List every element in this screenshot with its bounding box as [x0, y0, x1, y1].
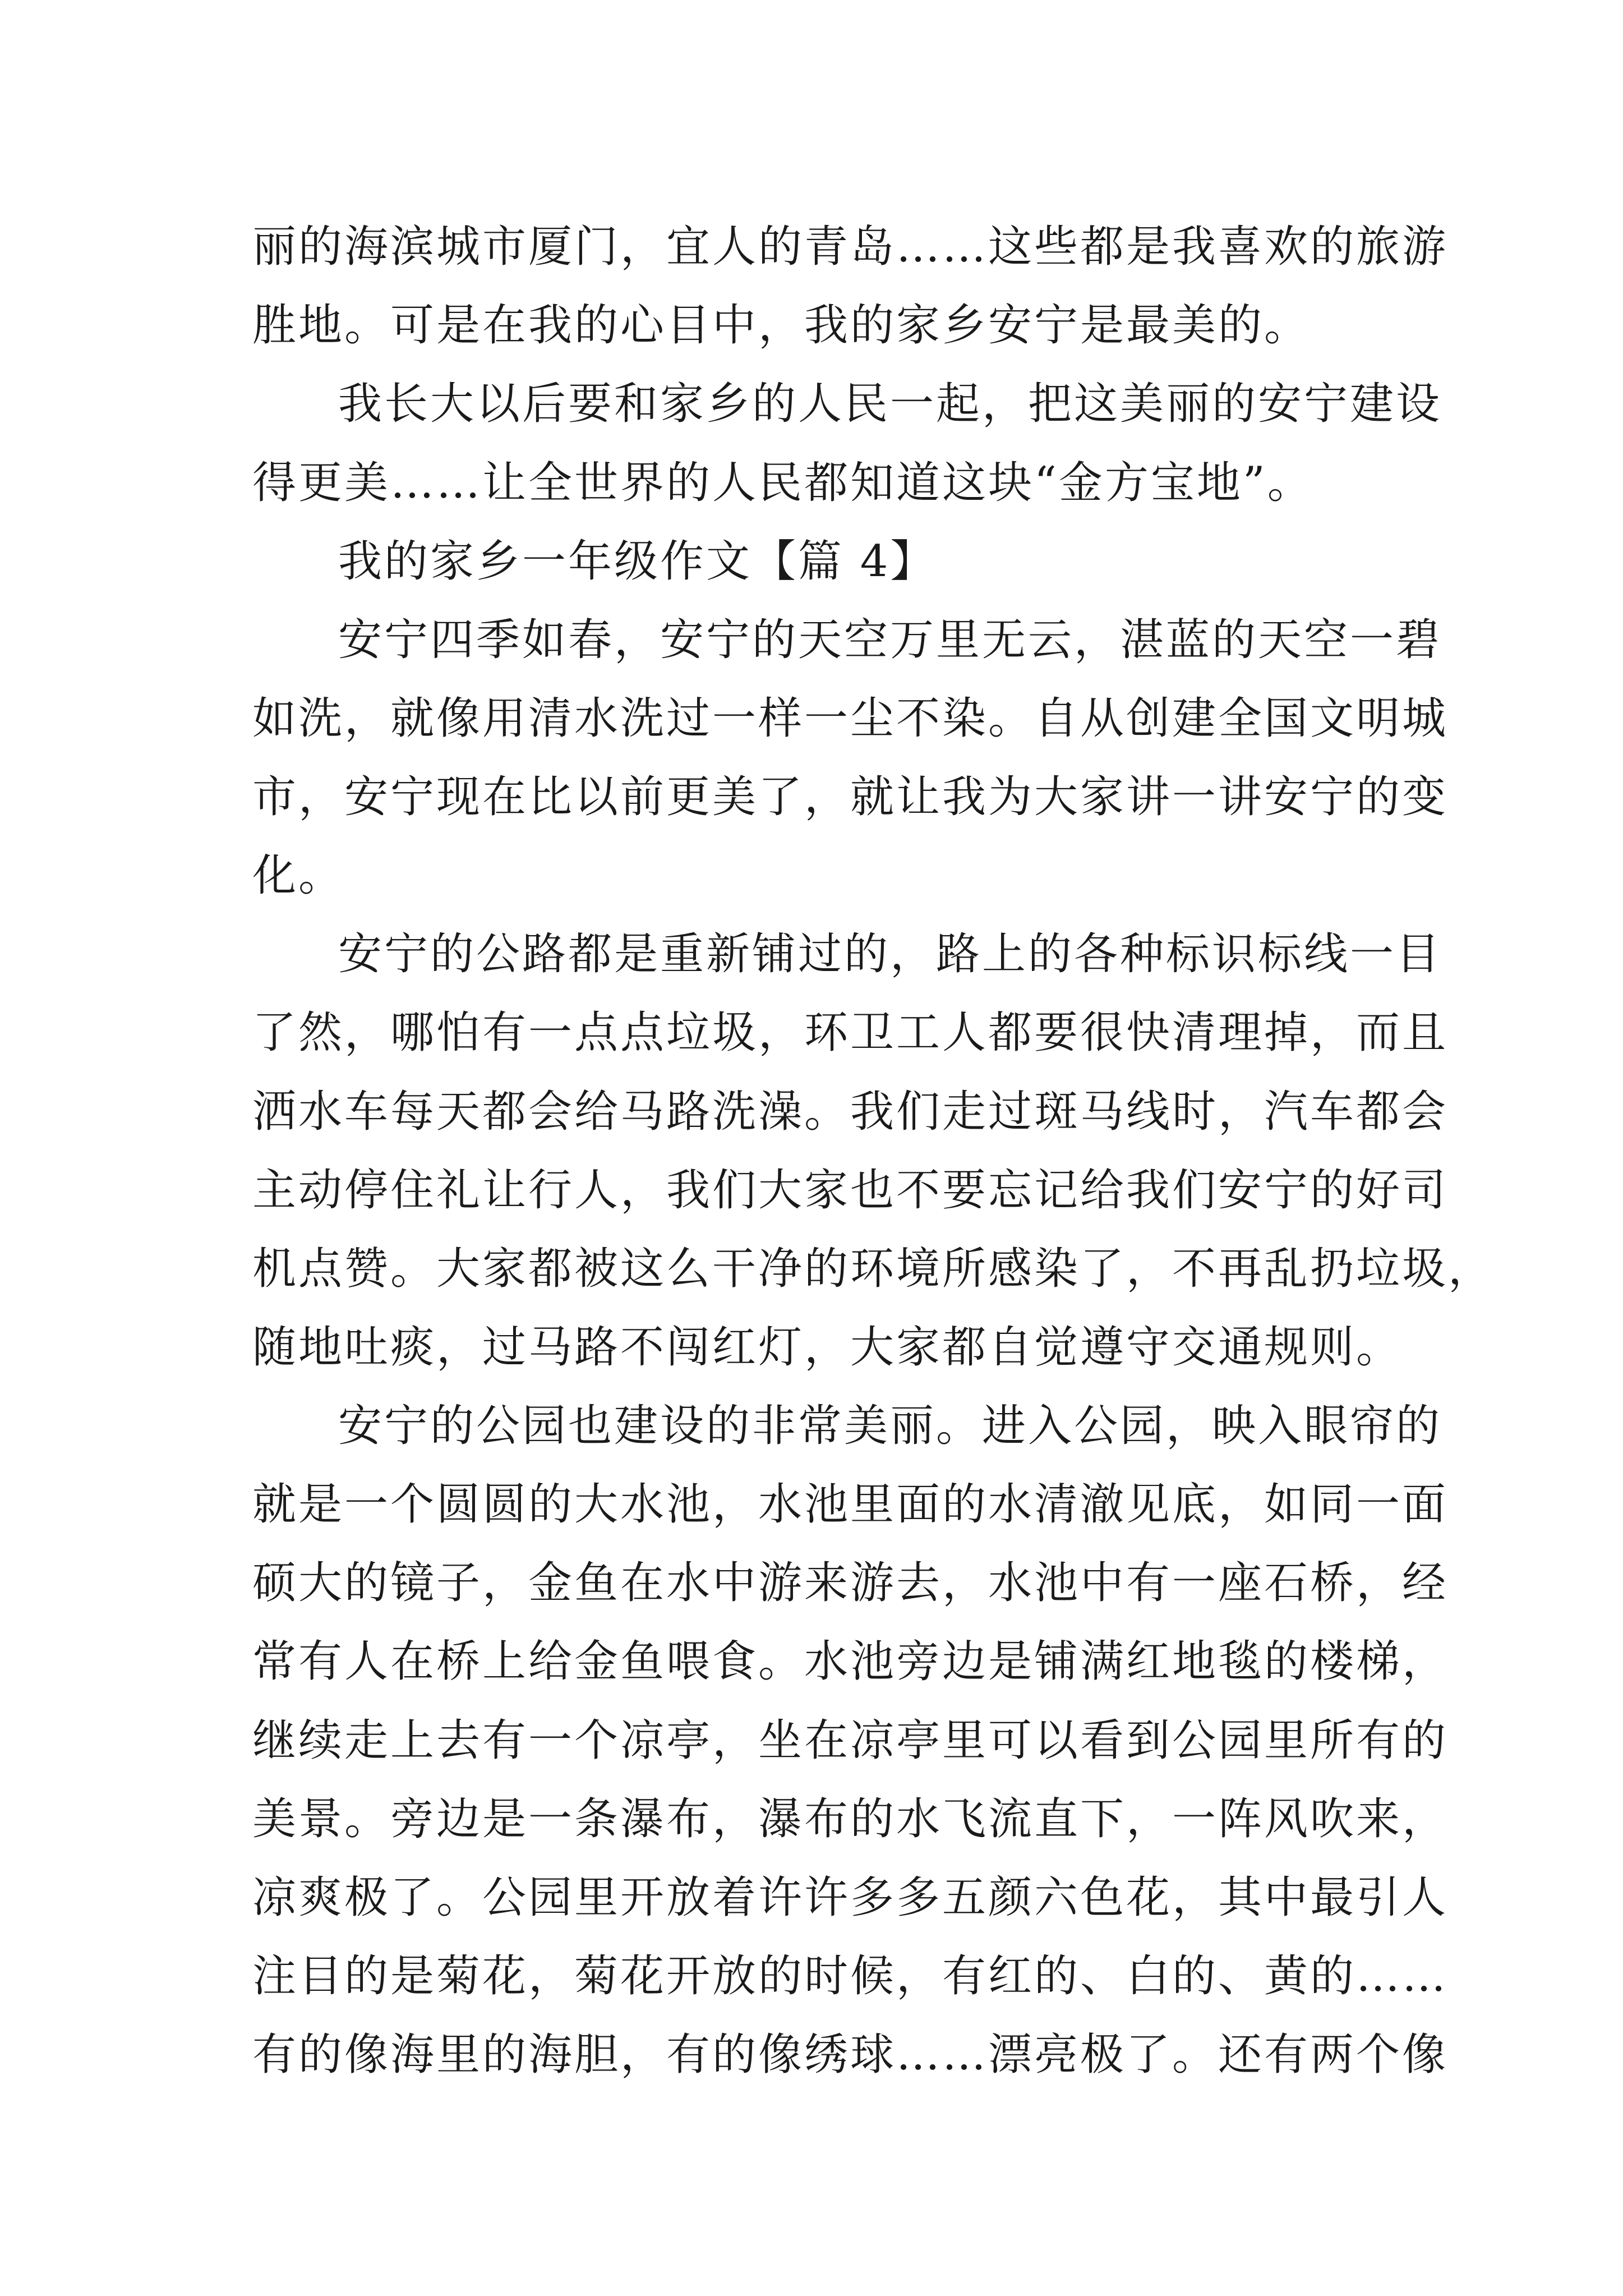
text-line: 凉爽极了。公园里开放着许许多多五颜六色花，其中最引人 [252, 1872, 1449, 1923]
text-line: 了然，哪怕有一点点垃圾，环卫工人都要很快清理掉，而且 [252, 1007, 1449, 1058]
text-line: 常有人在桥上给金鱼喂食。水池旁边是铺满红地毯的楼梯， [252, 1636, 1449, 1687]
text-line: 硕大的镜子，金鱼在水中游来游去，水池中有一座石桥，经 [252, 1558, 1449, 1608]
text-line: 机点赞。大家都被这么干净的环境所感染了，不再乱扔垃圾， [252, 1244, 1495, 1294]
text-line: 如洗，就像用清水洗过一样一尘不染。自从创建全国文明城 [252, 693, 1449, 744]
paragraph-first-line: 安宁四季如春，安宁的天空万里无云，湛蓝的天空一碧 [338, 615, 1442, 665]
text-line: 得更美……让全世界的人民都知道这块“金方宝地”。 [252, 458, 1313, 508]
text-line: 继续走上去有一个凉亭，坐在凉亭里可以看到公园里所有的 [252, 1715, 1449, 1766]
text-line: 有的像海里的海胆，有的像绣球……漂亮极了。还有两个像 [252, 2030, 1449, 2080]
text-line: 就是一个圆圆的大水池，水池里面的水清澈见底，如同一面 [252, 1479, 1449, 1530]
text-line: 丽的海滨城市厦门，宜人的青岛……这些都是我喜欢的旅游 [252, 222, 1449, 272]
text-line: 洒水车每天都会给马路洗澡。我们走过斑马线时，汽车都会 [252, 1087, 1449, 1137]
text-line: 主动停住礼让行人，我们大家也不要忘记给我们安宁的好司 [252, 1165, 1449, 1216]
paragraph-first-line: 我长大以后要和家乡的人民一起，把这美丽的安宁建设 [338, 379, 1442, 429]
paragraph-first-line: 安宁的公路都是重新铺过的，路上的各种标识标线一目 [338, 929, 1442, 979]
section-heading: 我的家乡一年级作文【篇 4】 [338, 536, 937, 587]
text-line: 美景。旁边是一条瀑布，瀑布的水飞流直下，一阵风吹来， [252, 1794, 1449, 1844]
text-line: 市，安宁现在比以前更美了，就让我为大家讲一讲安宁的变 [252, 772, 1449, 822]
text-line: 注目的是菊花，菊花开放的时候，有红的、白的、黄的…… [252, 1951, 1449, 2001]
paragraph-first-line: 安宁的公园也建设的非常美丽。进入公园，映入眼帘的 [338, 1401, 1442, 1451]
text-line: 随地吐痰，过马路不闯红灯，大家都自觉遵守交通规则。 [252, 1322, 1403, 1373]
text-line: 胜地。可是在我的心目中，我的家乡安宁是最美的。 [252, 300, 1311, 351]
text-line: 化。 [252, 850, 345, 901]
